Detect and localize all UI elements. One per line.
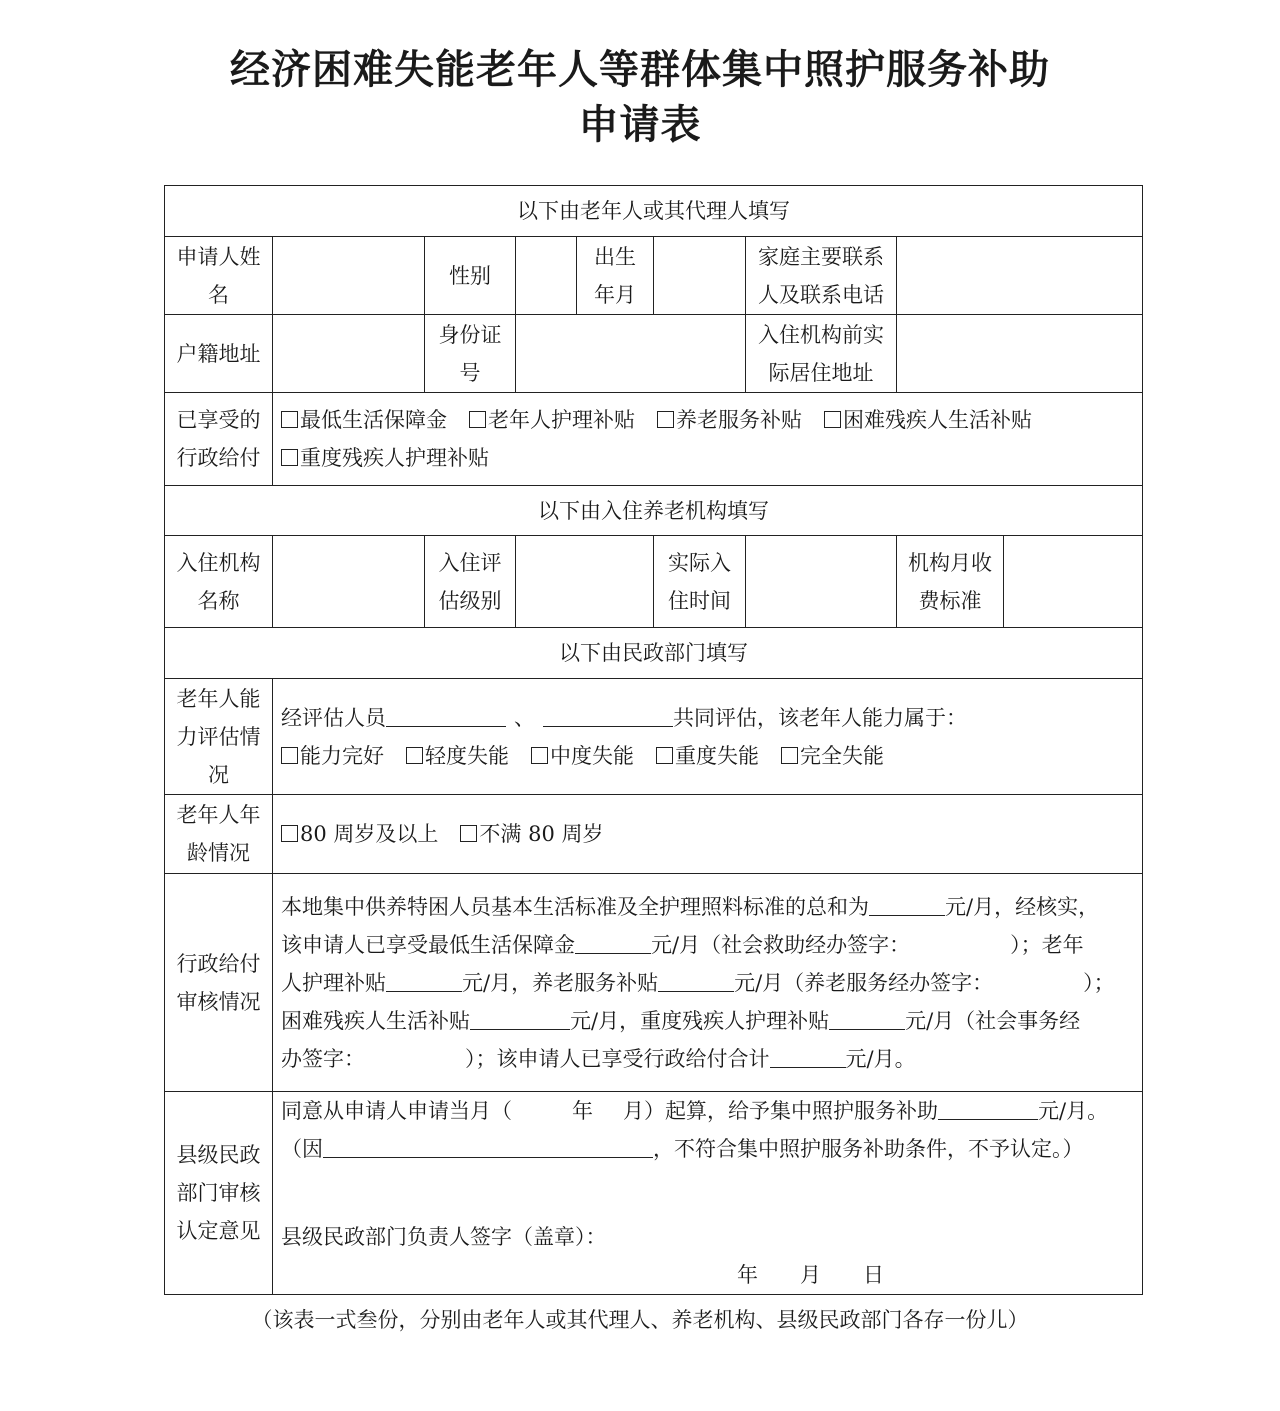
age-option[interactable]: 80 周岁及以上: [281, 822, 438, 846]
checkbox[interactable]: [281, 825, 298, 842]
id-number-field[interactable]: [516, 315, 746, 393]
amount-blank[interactable]: [575, 929, 651, 954]
age-label: 老年人年龄情况: [165, 795, 273, 874]
benefits-options: [273, 393, 1143, 486]
ability-option[interactable]: 重度失能: [656, 744, 759, 768]
actual-residence-label: 入住机构前实际居住地址: [746, 315, 897, 393]
applicant-name-field[interactable]: [273, 237, 425, 315]
id-number-label: 身份证号: [425, 315, 516, 393]
amount-blank[interactable]: [470, 1005, 570, 1030]
assessment-level-field[interactable]: [516, 536, 654, 628]
benefit-option[interactable]: 困难残疾人生活补贴: [824, 408, 1032, 432]
county-opinion-label: 县级民政部门审核认定意见: [165, 1092, 273, 1295]
amount-blank[interactable]: [386, 967, 462, 992]
household-address-field[interactable]: [273, 315, 425, 393]
amount-blank[interactable]: [770, 1043, 846, 1068]
age-option[interactable]: 不满 80 周岁: [460, 822, 603, 846]
applicant-name-label: 申请人姓名: [165, 237, 273, 315]
institution-name-field[interactable]: [273, 536, 425, 628]
benefit-option[interactable]: 最低生活保障金: [281, 408, 447, 432]
monthly-fee-field[interactable]: [1004, 536, 1143, 628]
county-opinion-content: 同意从申请人申请当月（ 年 月）起算，给予集中照护服务补助 元/月。 （因 ，不符合集中照护服务补助条件，不予认定。） 县级民政部门负责人签字（盖章）： 年 月 日: [273, 1092, 1143, 1295]
monthly-fee-label: 机构月收费标准: [897, 536, 1004, 628]
gender-field[interactable]: [516, 237, 577, 315]
benefit-option[interactable]: 老年人护理补贴: [469, 408, 635, 432]
ability-content: 经评估人员 、 共同评估，该老年人能力属于： 能力完好 轻度失能 中度失能 重度失能 完全失能: [273, 679, 1143, 795]
section1-header: 以下由老年人或其代理人填写: [165, 186, 1143, 237]
application-form-table: [164, 185, 1143, 1295]
admin-review-label: 行政给付审核情况: [165, 874, 273, 1092]
admin-review-content: 本地集中供养特困人员基本生活标准及全护理照料标准的总和为 元/月，经核实， 该申请人已享受最低生活保障金 元/月（社会救助经办签字： ）；老年 人护理补贴 元/月，养老服务补贴 元/月（养老服务经办签字： ）； 困难残疾人生活补贴 元/月，重度残疾人护理补贴 元/月（社会事务经 办签字： ）；该申请人已享受行政给付合计 元/月。: [273, 874, 1143, 1092]
checkbox[interactable]: [656, 747, 673, 764]
checkbox[interactable]: [281, 747, 298, 764]
checkbox[interactable]: [531, 747, 548, 764]
date-line: 年 月 日: [737, 1263, 885, 1287]
ability-option[interactable]: 轻度失能: [406, 744, 509, 768]
section3-header: 以下由民政部门填写: [165, 628, 1143, 679]
benefit-option[interactable]: 养老服务补贴: [657, 408, 802, 432]
ability-option[interactable]: 完全失能: [781, 744, 884, 768]
amount-blank[interactable]: [829, 1005, 905, 1030]
contact-field[interactable]: [897, 237, 1143, 315]
reason-blank[interactable]: [323, 1133, 653, 1158]
checkbox[interactable]: [824, 411, 841, 428]
contact-label: 家庭主要联系人及联系电话: [746, 237, 897, 315]
checkbox[interactable]: [406, 747, 423, 764]
checkin-time-label: 实际入住时间: [654, 536, 746, 628]
ability-option[interactable]: 中度失能: [531, 744, 634, 768]
ability-label: 老年人能力评估情况: [165, 679, 273, 795]
institution-name-label: 入住机构名称: [165, 536, 273, 628]
form-title: 经济困难失能老年人等群体集中照护服务补助: [230, 47, 1050, 93]
checkbox[interactable]: [781, 747, 798, 764]
amount-blank[interactable]: [658, 967, 734, 992]
checkin-time-field[interactable]: [746, 536, 897, 628]
ability-option[interactable]: 能力完好: [281, 744, 384, 768]
amount-blank[interactable]: [869, 891, 945, 916]
household-address-label: 户籍地址: [165, 315, 273, 393]
checkbox[interactable]: [281, 411, 298, 428]
assessment-level-label: 入住评估级别: [425, 536, 516, 628]
assessor2-blank[interactable]: [543, 702, 673, 727]
checkbox[interactable]: [469, 411, 486, 428]
benefits-label: 已享受的行政给付: [165, 393, 273, 486]
checkbox[interactable]: [460, 825, 477, 842]
birth-field[interactable]: [654, 237, 746, 315]
footnote: （该表一式叁份，分别由老年人或其代理人、养老机构、县级民政部门各存一份儿）: [251, 1308, 1029, 1332]
actual-residence-field[interactable]: [897, 315, 1143, 393]
checkbox[interactable]: [281, 449, 298, 466]
assessor1-blank[interactable]: [386, 702, 506, 727]
subsidy-amount-blank[interactable]: [938, 1095, 1038, 1120]
form-subtitle: 申请表: [578, 102, 702, 148]
age-options: [273, 795, 1143, 874]
checkbox[interactable]: [657, 411, 674, 428]
section2-header: 以下由入住养老机构填写: [165, 486, 1143, 536]
birth-label: 出生年月: [577, 237, 654, 315]
benefit-option[interactable]: 重度残疾人护理补贴: [281, 446, 489, 470]
gender-label: 性别: [425, 237, 516, 315]
